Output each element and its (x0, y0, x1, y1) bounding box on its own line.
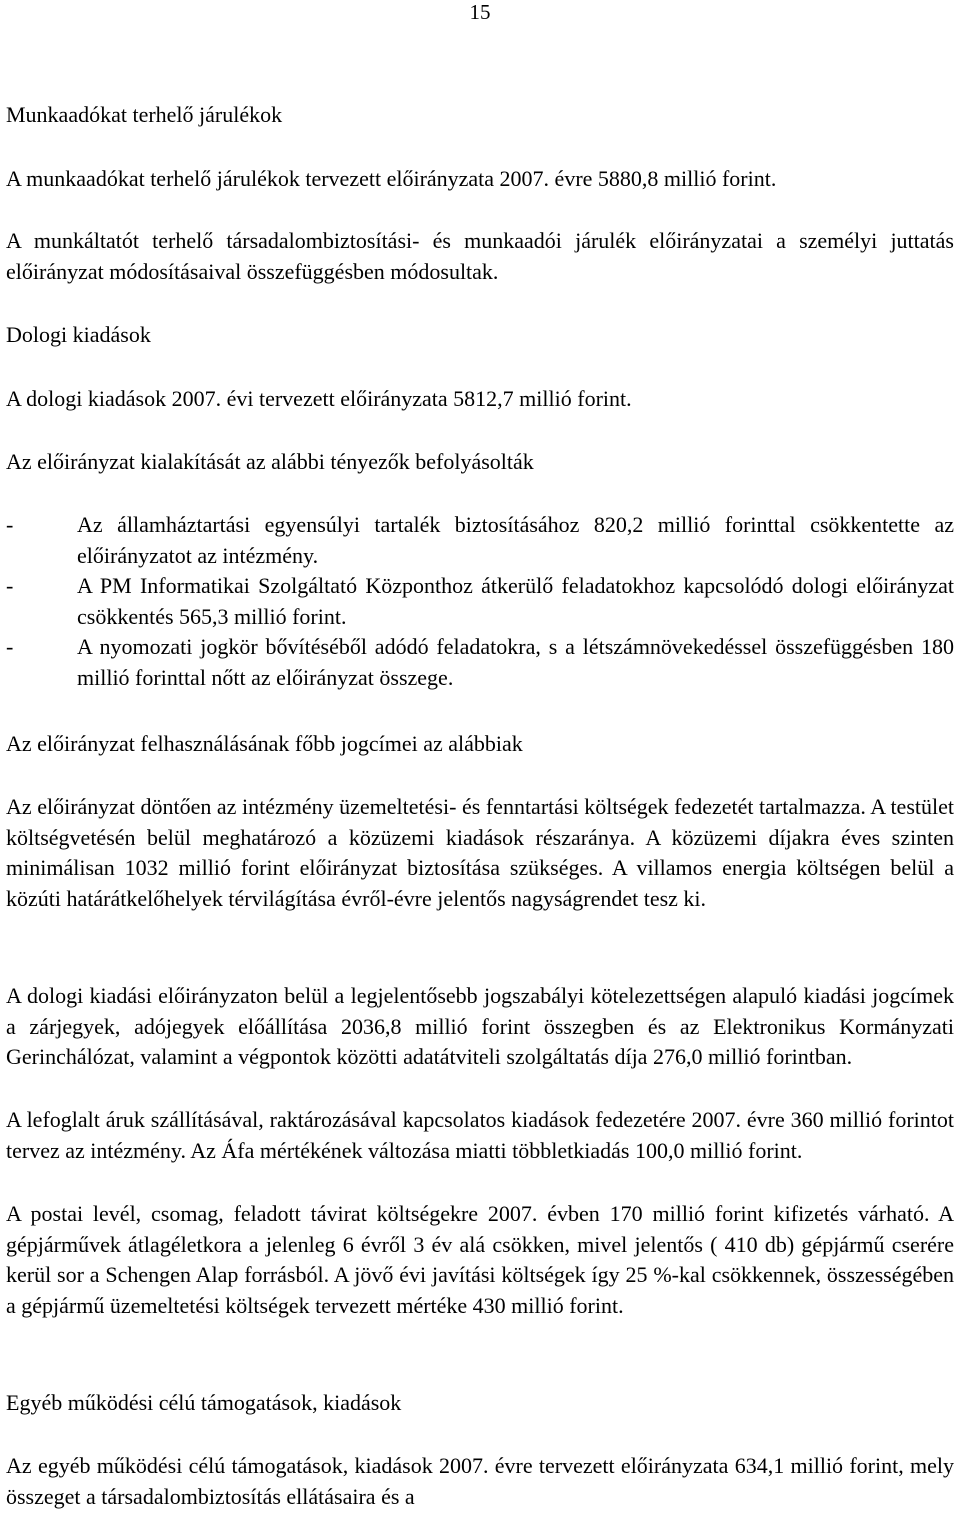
paragraph-factors-intro: Az előirányzat kialakítását az alábbi tényezők befolyásolták (6, 449, 534, 474)
paragraph-material-planned: A dologi kiadások 2007. évi tervezett előirányzata 5812,7 millió forint. (6, 386, 632, 411)
factors-list (6, 510, 954, 693)
list-dash: - (6, 573, 14, 598)
page-number: 15 (469, 0, 491, 24)
list-item: - Az államháztartási egyensúlyi tartalék biztosításához 820,2 millió forinttal csökkentette az előirányzatot az intézmény. (6, 512, 954, 568)
paragraph-contributions-modified: A munkáltatót terhelő társadalombiztosítási- és munkaadói járulék előirányzatai a személyi juttatás előirányzat módosításaival összefüggésben módosultak. (6, 228, 954, 284)
list-item: - A PM Informatikai Szolgáltató Központhoz átkerülő feladatokhoz kapcsolódó dologi előirányzat csökkentés 565,3 millió forint. (6, 573, 954, 629)
list-dash: - (6, 634, 14, 659)
paragraph-legal-obligations: A dologi kiadási előirányzaton belül a legjelentősebb jogszabályi kötelezettségen alapuló kiadási jogcímek a zárjegyek, adójegyek előállítása 2036,8 millió forint összegben és az Elektronikus Kormányzati Gerinchálózat, valamint a végpontok közötti adatátviteli szolgáltatás díja 276,0 millió forintban. (6, 983, 954, 1069)
section-heading-material-expenses: Dologi kiadások (6, 322, 151, 347)
section-heading-contributions: Munkaadókat terhelő járulékok (6, 102, 283, 127)
paragraph-seized-goods: A lefoglalt áruk szállításával, raktározásával kapcsolatos kiadások fedezetére 2007. évre 360 millió forintot tervez az intézmény. Az Áfa mértékének változása miatti többletkiadás 100,0 millió forint. (6, 1107, 954, 1163)
paragraph-usage-intro: Az előirányzat felhasználásának főbb jogcímei az alábbiak (6, 731, 523, 756)
paragraph-postal-vehicles: A postai levél, csomag, feladott távirat költségekre 2007. évben 170 millió forint kifizetés várható. A gépjárművek átlagéletkora a jelenleg 6 évről 3 év alá csökken, mivel jelentős ( 410 db) gépjármű cserére kerül sor a Schengen Alap forrásból. A jövő évi javítási költségek így 25 %-kal csökkennek, összességében a gépjármű üzemeltetési költségek tervezett mértéke 430 millió forint. (6, 1201, 954, 1318)
paragraph-other-support: Az egyéb működési célú támogatások, kiadások 2007. évre tervezett előirányzata 634,1 millió forint, mely összeget a társadalombiztosítás ellátásaira és a (6, 1453, 954, 1509)
paragraph-utilities: Az előirányzat döntően az intézmény üzemeltetési- és fenntartási költségek fedezetét tartalmazza. A testület költségvetésén belül meghatározó a közüzemi kiadások részaránya. A közüzemi díjakra éves szinten minimálisan 1032 millió forint előirányzat biztosítása szükséges. A villamos energia költségen belül a közúti határátkelőhelyek térvilágítása évről-évre jelentős nagyságrendet tesz ki. (6, 794, 954, 911)
list-dash: - (6, 512, 14, 537)
section-heading-other-support: Egyéb működési célú támogatások, kiadások (6, 1390, 402, 1415)
list-item: - A nyomozati jogkör bővítéséből adódó feladatokra, s a létszámnövekedéssel összefüggésben 180 millió forinttal nőtt az előirányzat összege. (6, 634, 954, 690)
paragraph-contributions-planned: A munkaadókat terhelő járulékok tervezett előirányzata 2007. évre 5880,8 millió forint. (6, 166, 777, 191)
